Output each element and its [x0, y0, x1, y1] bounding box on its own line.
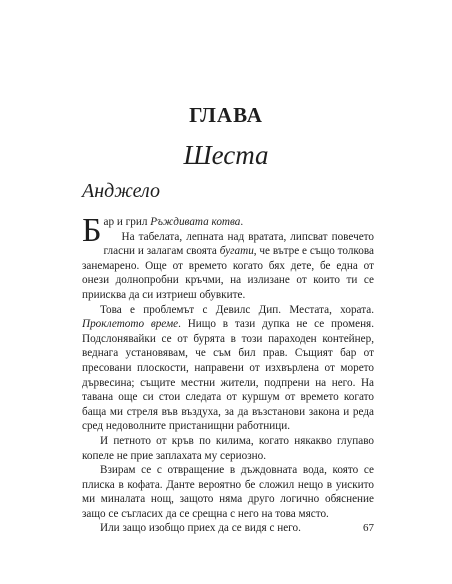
paragraph-5: Взирам се с отвращение в дъждовната вода, която се плиска в кофата. Данте вероятно бе сложил нещо в уискито ми миналата нощ, защото няма друго логично обяснение защо се съгласих да се срещна с него на това място. — [82, 464, 374, 520]
paragraph-2-italic: бугати — [219, 245, 254, 258]
paragraph-3-italic: Проклетото време — [82, 318, 179, 331]
paragraph-2-text-start: На табелата, лепната над вратата, липсват повечето гласни и залагам своята — [103, 230, 374, 258]
chapter-number: Шеста — [183, 140, 269, 170]
chapter-label: ГЛАВА — [189, 103, 263, 127]
paragraph-3-text-start: Това е проблемът с Девилс Дип. Местата, хората. — [100, 303, 374, 316]
paragraph-6: Или защо изобщо приех да се видя с него. — [100, 522, 301, 535]
pov-character-name: Анджело — [82, 180, 160, 202]
page-number: 67 — [363, 522, 374, 534]
drop-cap: Б — [82, 212, 102, 249]
bar-name: Ръждивата котва — [150, 216, 241, 228]
paragraph-1-text-start: ар и грил — [103, 216, 151, 228]
body-text — [82, 212, 374, 536]
paragraph-4: И петното от кръв по килима, когато някакво глупаво копеле не прие заплахата му сериозно. — [82, 434, 374, 462]
paragraph-3 — [82, 303, 374, 434]
paragraph-1-text-end: . — [240, 216, 244, 228]
paragraph-2 — [82, 230, 374, 303]
paragraph-3-text-end: . Нищо в тази дупка не се променя. Подслонявайки се от бурята в този параходен контейнер, веднага установявам, че съм бил прав. Същият бар от пресовани плоскости, направени от изхвърлена от морето дървесина; същите местни жители, подпрени на него. На тавана още си стои следата от куршум от времето когато баща ми стреля във въздуха, за да възстанови закона и реда сред недоволните пристанищни работници. — [82, 318, 374, 433]
paragraph-2-text-end: , че вътре е също толкова занемарено. Още от времето когато бях дете, бе една от онези долнопробни кръчми, на излизане от които ти се приисква да си изтриеш обувките. — [82, 245, 374, 301]
